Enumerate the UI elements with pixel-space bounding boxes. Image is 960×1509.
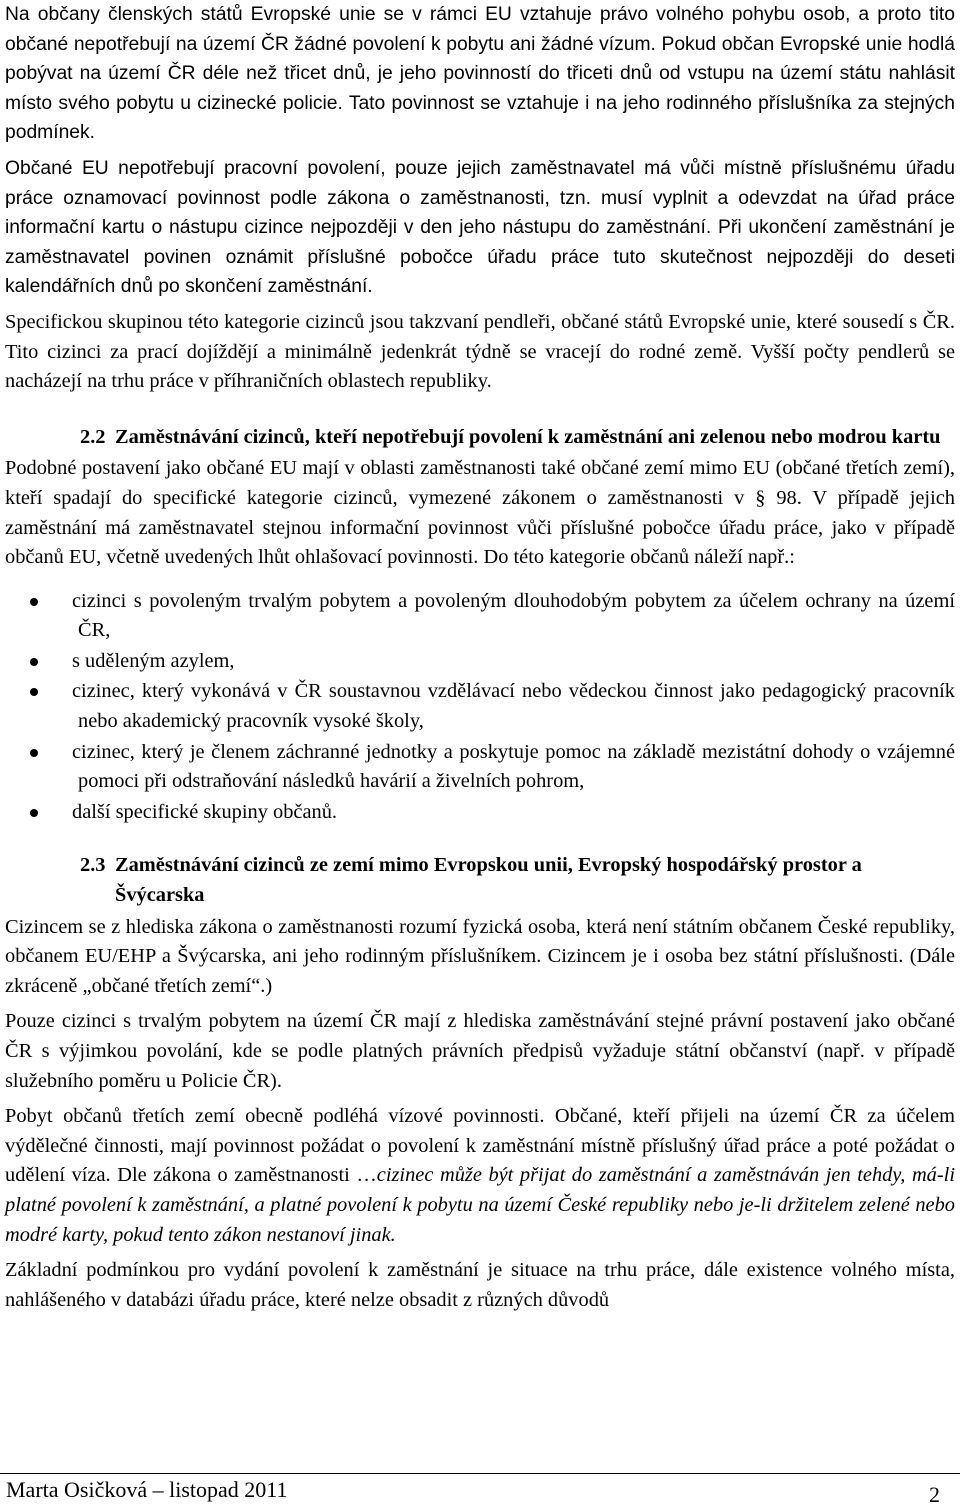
footer-author: Marta Osičková – listopad 2011	[6, 1477, 288, 1502]
bullet-icon	[30, 688, 38, 696]
section-title: Zaměstnávání cizinců, kteří nepotřebují povolení k zaměstnání ani zelenou nebo modrou kartu	[115, 425, 941, 448]
section-number: 2.3	[80, 854, 106, 877]
paragraph-visa-obligation: Pobyt občanů třetích zemí obecně podléhá vízové povinnosti. Občané, kteří přijeli na území ČR za účelem výdělečné činnosti, mají povinnost požádat o povolení k zaměstnání místně příslušný úřad práce a poté požádat o udělení víza. Dle zákona o zaměstnanosti …cizinec může být přijat do zaměstnání a zaměstnáván jen tehdy, má-li platné povolení k zaměstnání, a platné povolení k pobytu na území České republiky nebo je-li držitelem zelené nebo modré karty, pokud tento zákon nestanoví jinak.	[5, 1105, 955, 1246]
section-heading-2-3	[5, 851, 955, 910]
bullet-icon	[30, 749, 38, 757]
list-item: cizinci s povoleným trvalým pobytem a povoleným dlouhodobým pobytem za účelem ochrany na území ČR,	[5, 587, 955, 646]
paragraph-basic-condition: Základní podmínkou pro vydání povolení k zaměstnání je situace na trhu práce, dále existence volného místa, nahlášeného v databázi úřadu práce, které nelze obsadit z různých důvodů	[5, 1259, 955, 1311]
list-item: cizinec, který vykonává v ČR soustavnou vzdělávací nebo vědeckou činnost jako pedagogický pracovník nebo akademický pracovník vysoké školy,	[5, 677, 955, 736]
bullet-icon	[30, 809, 38, 817]
paragraph-similar-status: Podobné postavení jako občané EU mají v oblasti zaměstnanosti také občané zemí mimo EU (občané třetích zemí), kteří spadají do specifické kategorie cizinců, vymezené zákonem o zaměstnanosti v § 98. V případě jejich zaměstnání má zaměstnavatel stejnou informační povinnost vůči příslušné pobočce úřadu práce, jako v případě občanů EU, včetně uvedených lhůt ohlašovací povinnosti. Do této kategorie občanů náleží např.:	[5, 457, 955, 569]
paragraph-pendlers: Specifickou skupinou této kategorie cizinců jsou takzvaní pendleři, občané států Evropské unie, které sousedí s ČR. Tito cizinci za prací dojíždějí a minimálně jedenkrát týdně se vracejí do rodné země. Vyšší počty pendlerů se nacházejí na trhu práce v příhraničních oblastech republiky.	[5, 310, 955, 393]
footer-divider	[0, 1473, 960, 1474]
list-item: další specifické skupiny občanů.	[5, 798, 955, 828]
paragraph-foreigner-definition: Cizincem se z hlediska zákona o zaměstnanosti rozumí fyzická osoba, která není státním občanem České republiky, občanem EU/EHP a Švýcarska, ani jeho rodinným příslušníkem. Cizincem je i osoba bez státní příslušnosti. (Dále zkráceně „občané třetích zemí“.)	[5, 915, 955, 997]
list-item: s uděleným azylem,	[5, 647, 955, 677]
list-item: cizinec, který je členem záchranné jednotky a poskytuje pomoc na základě mezistátní dohody o vzájemné pomoci při odstraňování následků havárií a živelních pohrom,	[5, 738, 955, 797]
page-number: 2	[929, 1482, 940, 1507]
section-heading-2-2	[5, 423, 955, 453]
section-number: 2.2	[80, 425, 106, 448]
bullet-icon	[30, 598, 38, 606]
paragraph-eu-work-permit: Občané EU nepotřebují pracovní povolení, pouze jejich zaměstnavatel má vůči místně příslušnému úřadu práce oznamovací povinnost podle zákona o zaměstnanosti, tzn. musí vyplnit a odevzdat na úřad práce informační kartu o nástupu cizince nejpozději v den jeho nástupu do zaměstnání. Při ukončení zaměstnání je zaměstnavatel povinen oznámit příslušné pobočce úřadu práce tuto skutečnost nejpozději do deseti kalendářních dnů po skončení zaměstnání.	[5, 157, 955, 298]
paragraph-eu-free-movement: Na občany členských států Evropské unie se v rámci EU vztahuje právo volného pohybu osob, a proto tito občané nepotřebují na území ČR žádné povolení k pobytu ani žádné vízum. Pokud občan Evropské unie hodlá pobývat na území ČR déle než třicet dnů, je jeho povinností do třiceti dnů od vstupu na území státu nahlásit místo svého pobytu u cizinecké policie. Tato povinnost se vztahuje i na jeho rodinného příslušníka za stejných podmínek.	[5, 4, 955, 144]
bullet-list	[5, 587, 955, 828]
paragraph-permanent-residence: Pouze cizinci s trvalým pobytem na území ČR mají z hlediska zaměstnávání stejné právní postavení jako občané ČR s výjimkou povolání, kde se podle platných právních předpisů vyžaduje státní občanství (např. v případě služebního poměru u Policie ČR).	[5, 1010, 955, 1092]
section-title: Zaměstnávání cizinců ze zemí mimo Evropskou unii, Evropský hospodářský prostor a Švýcarska	[115, 854, 862, 907]
bullet-icon	[30, 658, 38, 666]
